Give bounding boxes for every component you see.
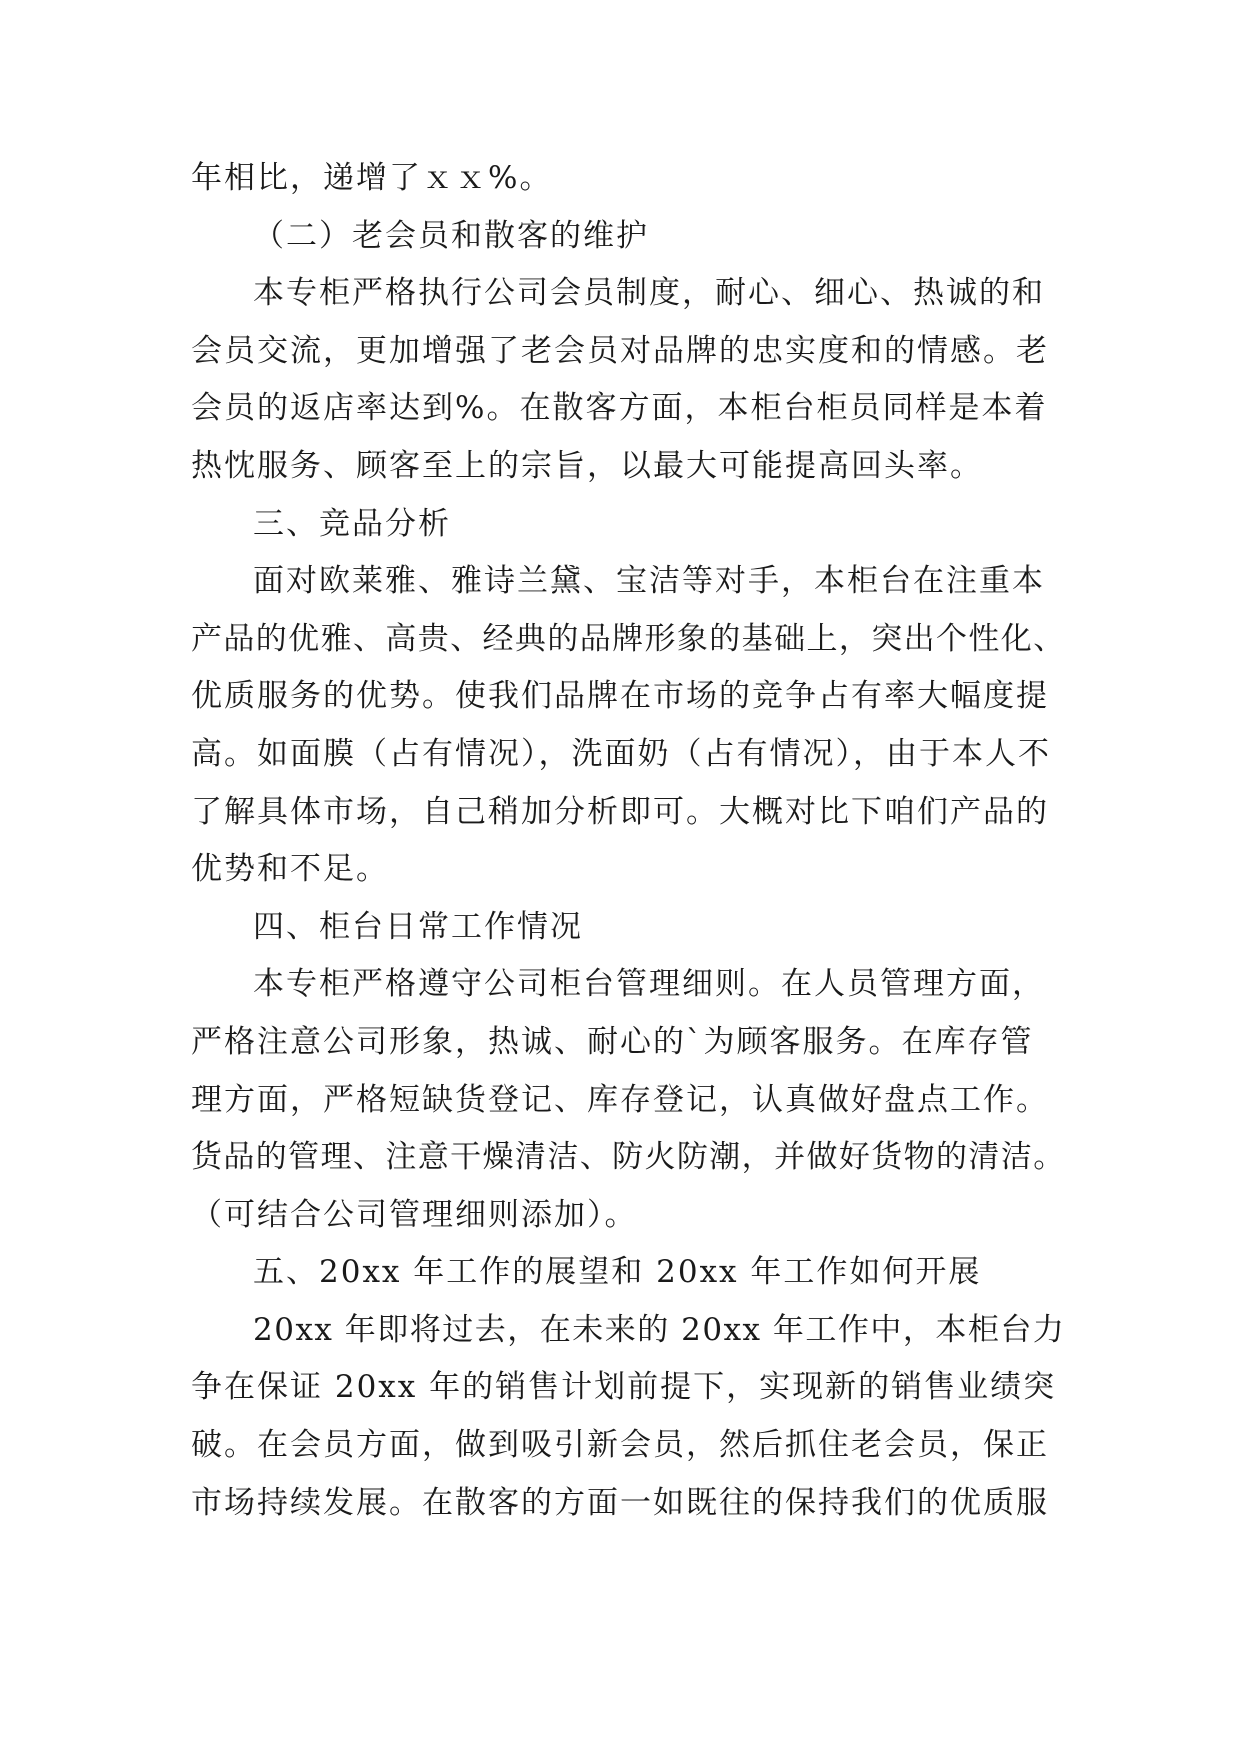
paragraph-line: （可结合公司管理细则添加）。 (191, 1196, 638, 1233)
paragraph-line: 年相比，递增了ｘｘ%。 (191, 160, 553, 196)
paragraph-line: 会员的返店率达到%。在散客方面，本柜台柜员同样是本着 (191, 390, 1048, 427)
paragraph-line: 严格注意公司形象，热诚、耐心的`为顾客服务。在库存管 (191, 1023, 1034, 1060)
paragraph-line: 理方面，严格短缺货登记、库存登记，认真做好盘点工作。 (191, 1081, 1049, 1118)
paragraph-line: 了解具体市场，自己稍加分析即可。大概对比下咱们产品的 (191, 793, 1049, 830)
paragraph-start-line: （二）老会员和散客的维护 (253, 217, 649, 254)
paragraph-start-line: 四、柜台日常工作情况 (253, 908, 583, 945)
document-body (191, 150, 1071, 1532)
paragraph-start-line: 五、20xx 年工作的展望和 20xx 年工作如何开展 (253, 1254, 982, 1291)
paragraph-line: 破。在会员方面，做到吸引新会员，然后抓住老会员，保正 (191, 1427, 1049, 1464)
paragraph-line: 优质服务的优势。使我们品牌在市场的竞争占有率大幅度提 (191, 678, 1049, 715)
paragraph-line: 高。如面膜（占有情况），洗面奶（占有情况），由于本人不 (191, 735, 1051, 772)
paragraph-start-line: 本专柜严格遵守公司柜台管理细则。在人员管理方面， (253, 966, 1045, 1003)
paragraph-start-line: 20xx 年即将过去，在未来的 20xx 年工作中，本柜台力 (253, 1311, 1066, 1348)
paragraph-start-line: 本专柜严格执行公司会员制度，耐心、细心、热诚的和 (253, 275, 1045, 312)
paragraph-line: 优势和不足。 (191, 851, 389, 888)
paragraph-line: 争在保证 20xx 年的销售计划前提下，实现新的销售业绩突 (191, 1369, 1057, 1406)
paragraph-line: 热忱服务、顾客至上的宗旨，以最大可能提高回头率。 (191, 447, 983, 484)
paragraph-line: 产品的优雅、高贵、经典的品牌形象的基础上，突出个性化、 (191, 620, 1066, 657)
paragraph-line: 货品的管理、注意干燥清洁、防火防潮，并做好货物的清洁。 (191, 1139, 1066, 1176)
paragraph-line: 会员交流，更加增强了老会员对品牌的忠实度和的情感。老 (191, 332, 1049, 369)
paragraph-start-line: 面对欧莱雅、雅诗兰黛、宝洁等对手，本柜台在注重本 (253, 563, 1045, 600)
paragraph-line: 市场持续发展。在散客的方面一如既往的保持我们的优质服 (191, 1484, 1049, 1521)
paragraph-start-line: 三、竞品分析 (253, 505, 451, 542)
